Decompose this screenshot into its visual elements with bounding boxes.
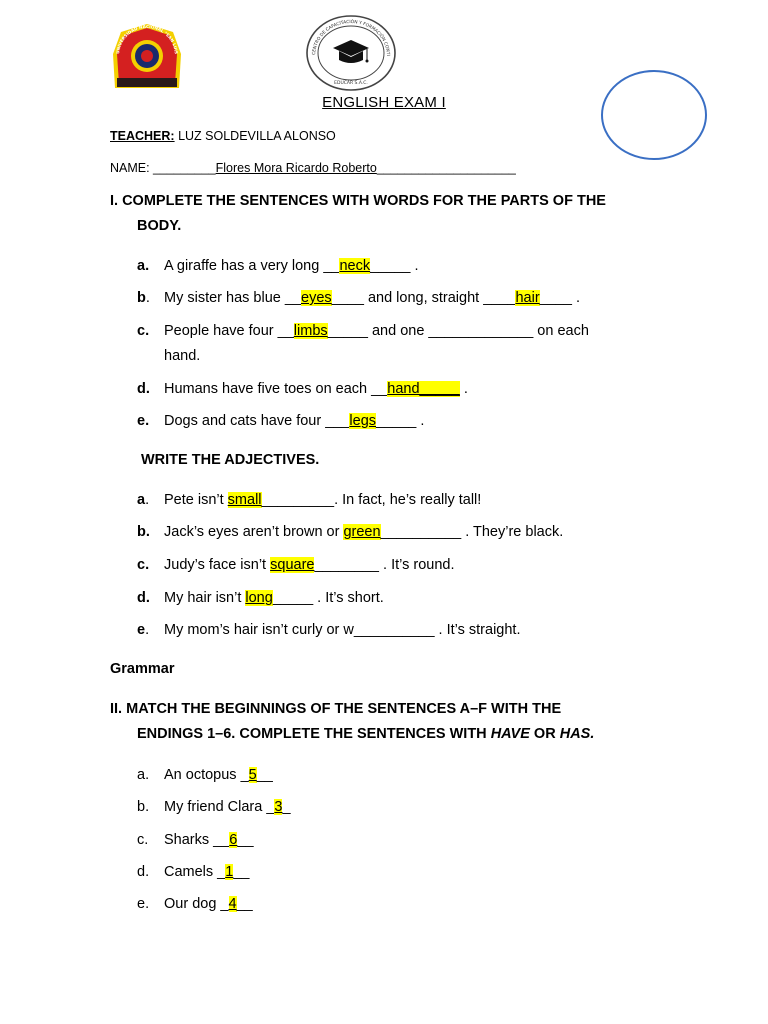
- item-letter: d.: [137, 590, 150, 606]
- teacher-label: TEACHER:: [110, 129, 175, 143]
- answer-highlight: small: [227, 492, 262, 508]
- item-text: Pete isn’t: [164, 492, 228, 508]
- item-text: .: [459, 381, 468, 397]
- item-letter: c.: [137, 323, 150, 339]
- item-letter: e.: [137, 413, 150, 429]
- item-letter: d.: [137, 864, 150, 880]
- grammar-heading: Grammar: [110, 661, 175, 677]
- answer-highlight: hand_____: [387, 381, 460, 397]
- item-letter: d.: [137, 381, 150, 397]
- item-text: Humans have five toes on each __: [164, 381, 388, 397]
- institute-bottom-text: EDUCAR S.A.C.: [334, 81, 368, 86]
- item-letter: a.: [137, 492, 150, 508]
- item-text: People have four __: [164, 323, 294, 339]
- item-letter: b.: [137, 524, 150, 540]
- answer-highlight: neck: [339, 258, 371, 274]
- list-item: [137, 488, 647, 513]
- list-item: [137, 377, 647, 402]
- blue-circle-mark: [600, 69, 708, 161]
- answer-highlight: limbs: [293, 323, 328, 339]
- item-text: ____ and long, straight ____: [331, 290, 516, 306]
- item-text: Jack’s eyes aren’t brown or: [164, 524, 344, 540]
- university-logo-ring-text: UNIVERSIDAD NACIONAL "SAN LUIS: [115, 23, 179, 55]
- item-text: Sharks __: [164, 832, 230, 848]
- item-text: _____ .: [370, 258, 419, 274]
- item-text: Our dog _: [164, 896, 229, 912]
- adjectives-heading: WRITE THE ADJECTIVES.: [141, 452, 320, 468]
- section2-heading-line1: II. MATCH THE BEGINNINGS OF THE SENTENCES A–F WITH THE: [110, 701, 562, 717]
- item-letter: e.: [137, 622, 150, 638]
- answer-highlight: 3: [274, 799, 283, 815]
- item-text: A giraffe has a very long __: [164, 258, 340, 274]
- item-text: __: [256, 767, 273, 783]
- section2-heading: [110, 697, 650, 747]
- list-item: [137, 286, 647, 311]
- student-name: Flores Mora Ricardo Roberto: [215, 161, 377, 175]
- list-item: [137, 618, 647, 643]
- heading-have: HAVE: [490, 726, 530, 742]
- university-logo: [107, 18, 187, 90]
- section1-heading: [110, 189, 650, 239]
- heading-has: HAS.: [559, 726, 595, 742]
- answer-highlight: 5: [248, 767, 257, 783]
- item-text: Dogs and cats have four ___: [164, 413, 350, 429]
- list-item: [137, 553, 647, 578]
- item-text: _____ .: [376, 413, 425, 429]
- name-line: [110, 161, 516, 175]
- answer-highlight: legs: [349, 413, 377, 429]
- item-text: My hair isn’t: [164, 590, 246, 606]
- item-letter: b.: [137, 799, 150, 815]
- section2-heading-line2: [110, 722, 650, 747]
- answer-highlight: eyes: [301, 290, 332, 306]
- heading-or: OR: [529, 726, 560, 742]
- item-letter: a.: [137, 258, 150, 274]
- item-text: Judy’s face isn’t: [164, 557, 271, 573]
- item-text: ____ .: [539, 290, 580, 306]
- list-item: [137, 860, 647, 885]
- item-text: _: [282, 799, 291, 815]
- item-letter: a.: [137, 767, 150, 783]
- institute-logo: [305, 14, 397, 92]
- teacher-line: [110, 129, 336, 143]
- item-text: My mom’s hair isn’t curly or w__________ . It’s straight.: [164, 622, 521, 638]
- list-item: [137, 409, 647, 434]
- answer-highlight: hair: [515, 290, 540, 306]
- institute-ring-text: CENTRO DE CAPACITACIÓN Y FORMACIÓN CONTI: [311, 19, 391, 57]
- list-item: [137, 828, 647, 853]
- answer-highlight: 1: [225, 864, 234, 880]
- item-text: __: [237, 832, 254, 848]
- item-letter: c.: [137, 832, 149, 848]
- item-text: _____ and one _____________ on each: [327, 323, 589, 339]
- section1-heading-line1: I. COMPLETE THE SENTENCES WITH WORDS FOR THE PARTS OF THE: [110, 193, 606, 209]
- list-item: [137, 795, 647, 820]
- heading-text: ENDINGS 1–6. COMPLETE THE SENTENCES WITH: [137, 726, 491, 742]
- list-item: [137, 586, 647, 611]
- item-text: hand.: [164, 348, 201, 364]
- exam-title: ENGLISH EXAM I: [322, 94, 446, 111]
- item-text: _________. In fact, he’s really tall!: [261, 492, 482, 508]
- item-text: Camels _: [164, 864, 226, 880]
- answer-highlight: 4: [228, 896, 237, 912]
- item-text: _____ . It’s short.: [272, 590, 384, 606]
- item-text: __: [236, 896, 253, 912]
- answer-highlight: square: [270, 557, 315, 573]
- name-label: NAME: _________: [110, 161, 216, 175]
- answer-highlight: green: [343, 524, 381, 540]
- list-item: [137, 763, 647, 788]
- list-item: [137, 892, 647, 917]
- item-letter: b.: [137, 290, 150, 306]
- item-letter: c.: [137, 557, 150, 573]
- item-text: An octopus _: [164, 767, 249, 783]
- section1-heading-line2: BODY.: [137, 218, 182, 234]
- item-text: ________ . It’s round.: [314, 557, 455, 573]
- item-text: __: [233, 864, 250, 880]
- teacher-name: LUZ SOLDEVILLA ALONSO: [174, 129, 336, 143]
- list-item: [137, 319, 647, 369]
- item-text: My friend Clara _: [164, 799, 275, 815]
- item-text: __________ . They’re black.: [380, 524, 564, 540]
- answer-highlight: long: [245, 590, 273, 606]
- list-item: [137, 520, 647, 545]
- answer-highlight: 6: [229, 832, 238, 848]
- item-letter: e.: [137, 896, 150, 912]
- list-item: [137, 254, 647, 279]
- item-text: My sister has blue __: [164, 290, 302, 306]
- name-trail: ____________________: [376, 161, 516, 175]
